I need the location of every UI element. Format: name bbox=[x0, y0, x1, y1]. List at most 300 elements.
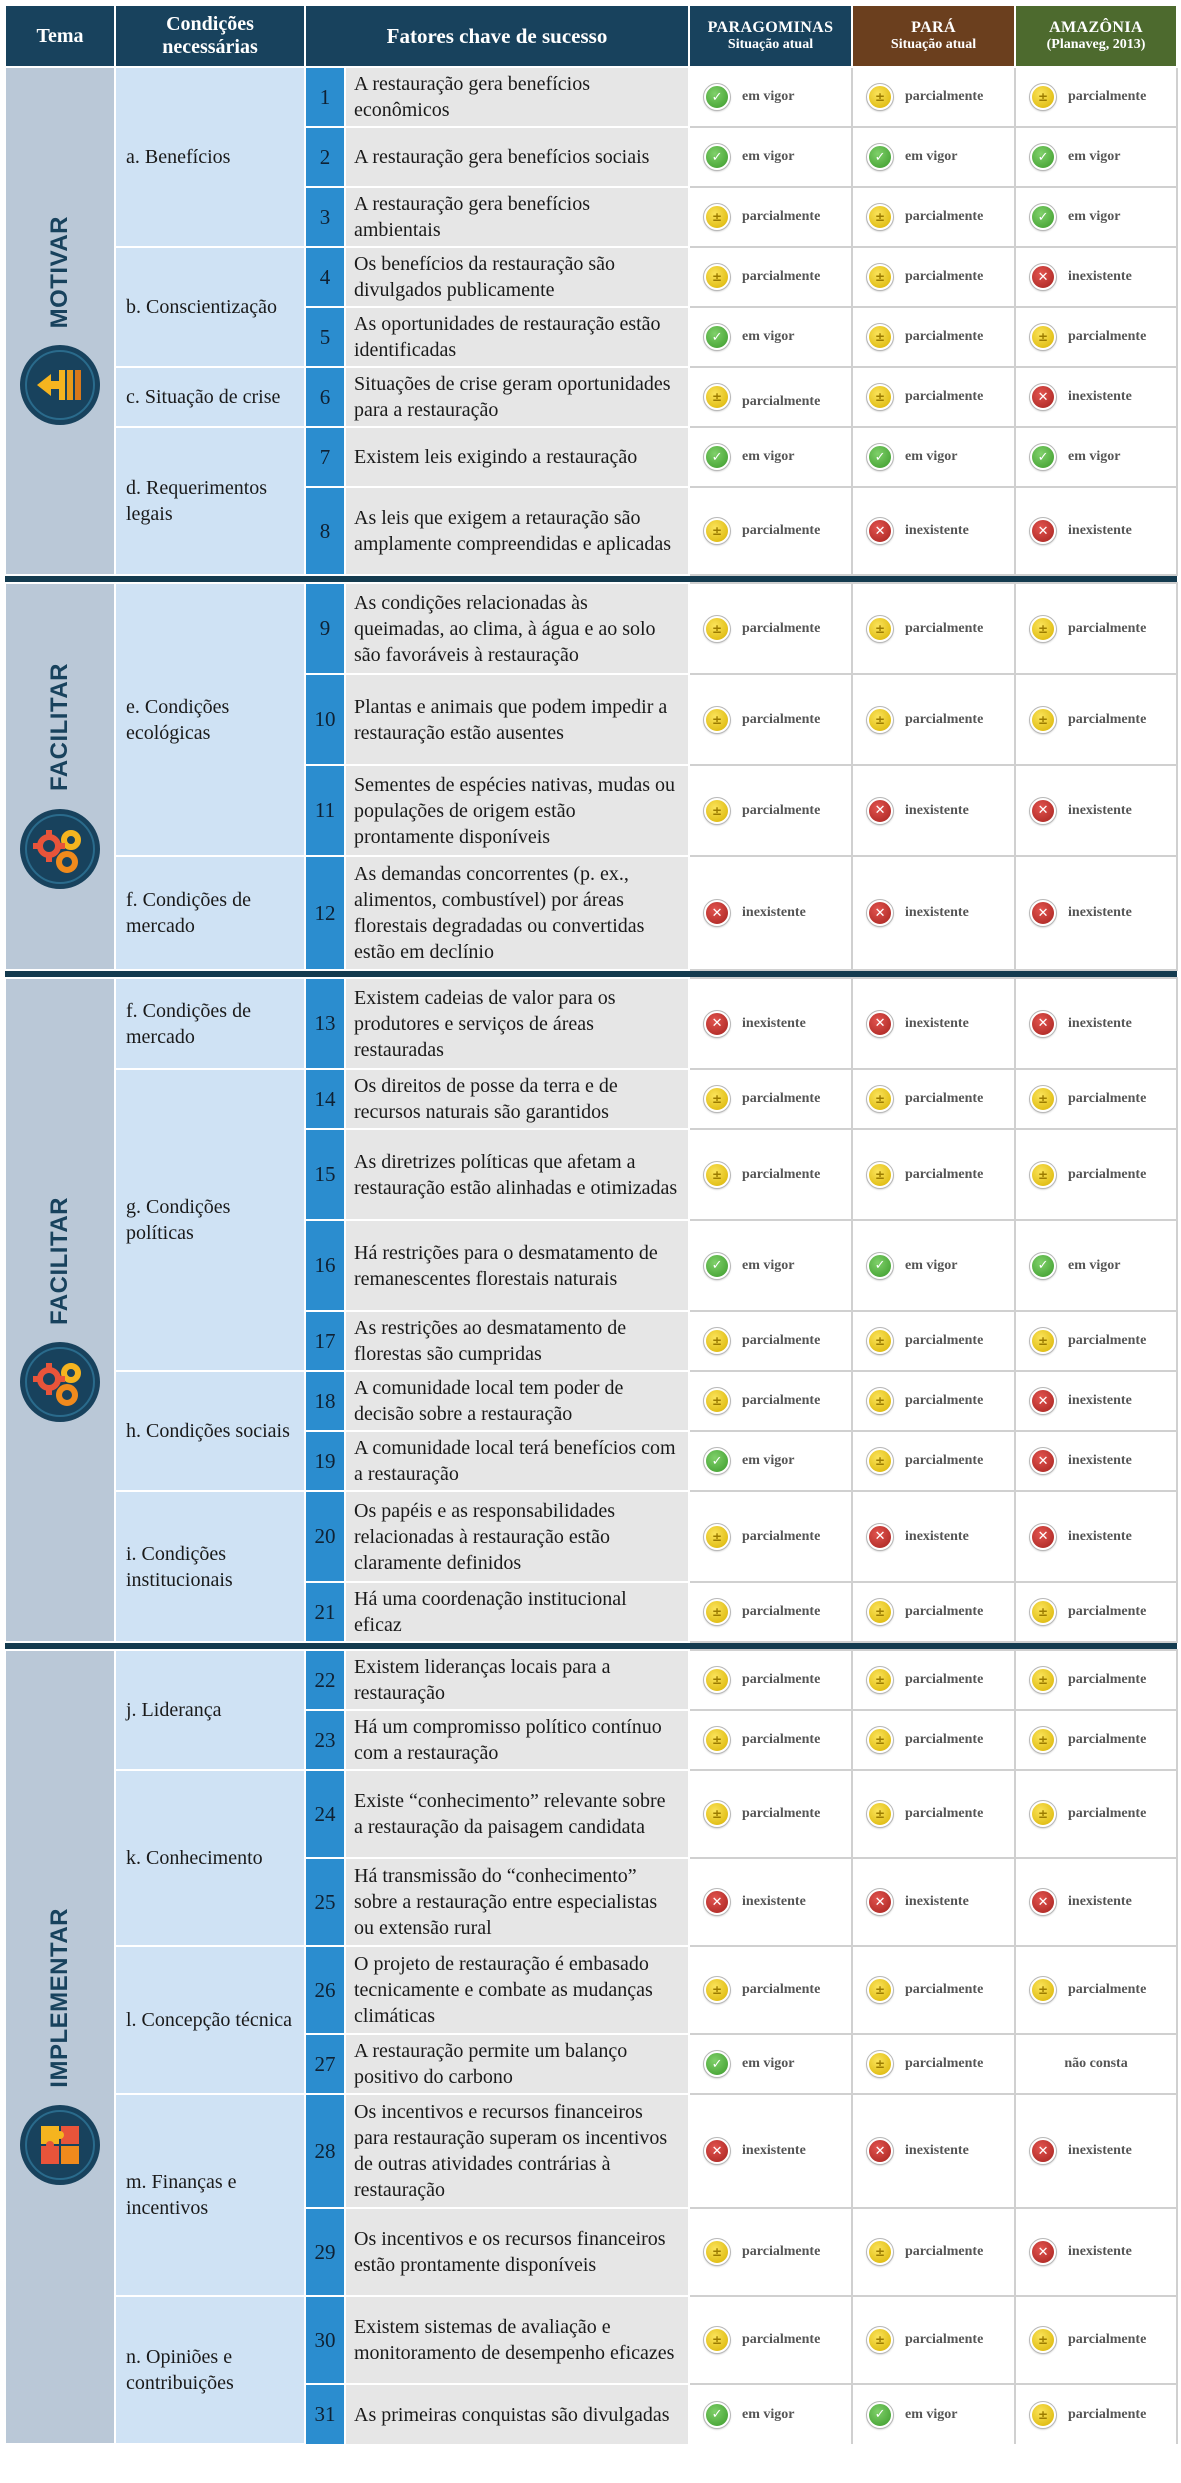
status-label: parcialmente bbox=[742, 1528, 821, 1544]
status-label: inexistente bbox=[1068, 1528, 1132, 1544]
status-label: em vigor bbox=[905, 2406, 958, 2422]
x-icon: ✕ bbox=[1030, 798, 1056, 824]
table-row bbox=[5, 427, 1177, 487]
status-cell-amazonia bbox=[1015, 487, 1177, 575]
plus-minus-icon: ± bbox=[867, 384, 893, 410]
factor-text: A restauração gera benefícios sociais bbox=[345, 127, 689, 187]
status-indicator bbox=[704, 1162, 851, 1188]
plus-minus-icon: ± bbox=[704, 1977, 730, 2003]
status-cell-paragominas bbox=[689, 2034, 852, 2094]
status-indicator bbox=[867, 1667, 1014, 1693]
status-cell-para bbox=[852, 1220, 1015, 1311]
section-divider bbox=[5, 970, 1177, 978]
status-label: em vigor bbox=[1068, 149, 1121, 164]
plus-minus-icon: ± bbox=[1030, 84, 1056, 110]
x-icon: ✕ bbox=[867, 798, 893, 824]
theme-cell-facilitar1 bbox=[5, 583, 115, 970]
status-cell-amazonia bbox=[1015, 583, 1177, 674]
status-indicator bbox=[867, 1388, 1014, 1414]
table-row bbox=[5, 2094, 1177, 2208]
status-indicator bbox=[867, 2051, 1014, 2077]
factor-text: Sementes de espécies nativas, mudas ou populações de origem estão prontamente disponíveis bbox=[345, 765, 689, 856]
status-indicator bbox=[867, 616, 1014, 642]
status-indicator bbox=[867, 1448, 1014, 1474]
status-cell-paragominas bbox=[689, 1069, 852, 1129]
status-cell-para bbox=[852, 1311, 1015, 1371]
factor-number: 4 bbox=[305, 247, 345, 307]
factor-number: 17 bbox=[305, 1311, 345, 1371]
plus-minus-icon: ± bbox=[1030, 616, 1056, 642]
factor-text: A comunidade local terá benefícios com a restauração bbox=[345, 1431, 689, 1491]
status-cell-paragominas bbox=[689, 1650, 852, 1710]
table-row bbox=[5, 67, 1177, 127]
factor-text: As diretrizes políticas que afetam a restauração estão alinhadas e otimizadas bbox=[345, 1129, 689, 1220]
check-icon: ✓ bbox=[867, 2402, 893, 2428]
factor-number: 19 bbox=[305, 1431, 345, 1491]
status-indicator bbox=[867, 384, 1014, 410]
plus-minus-icon: ± bbox=[704, 1599, 730, 1625]
check-icon: ✓ bbox=[867, 1253, 893, 1279]
status-cell-paragominas bbox=[689, 187, 852, 247]
status-label: inexistente bbox=[1068, 802, 1132, 818]
status-indicator bbox=[704, 900, 851, 926]
factor-text: Há um compromisso político contínuo com a restauração bbox=[345, 1710, 689, 1770]
status-cell-amazonia bbox=[1015, 1129, 1177, 1220]
factor-text: O projeto de restauração é embasado tecnicamente e combate as mudanças climáticas bbox=[345, 1946, 689, 2034]
factor-number: 1 bbox=[305, 67, 345, 127]
factor-number: 24 bbox=[305, 1770, 345, 1858]
status-indicator bbox=[1030, 707, 1176, 733]
table-row bbox=[5, 1491, 1177, 1582]
check-icon: ✓ bbox=[704, 2051, 730, 2077]
status-indicator bbox=[704, 204, 851, 230]
status-label: parcialmente bbox=[742, 1732, 821, 1747]
status-indicator bbox=[1030, 2402, 1176, 2428]
check-icon: ✓ bbox=[704, 144, 730, 170]
factor-text: As leis que exigem a retauração são amplamente compreendidas e aplicadas bbox=[345, 487, 689, 575]
status-cell-paragominas bbox=[689, 427, 852, 487]
status-label: em vigor bbox=[742, 149, 795, 164]
status-label: inexistente bbox=[905, 802, 969, 818]
status-cell-para bbox=[852, 187, 1015, 247]
plus-minus-icon: ± bbox=[1030, 1667, 1056, 1693]
status-indicator bbox=[867, 1011, 1014, 1037]
factor-number: 13 bbox=[305, 978, 345, 1069]
status-indicator bbox=[1030, 1599, 1176, 1625]
status-indicator bbox=[704, 1448, 851, 1474]
status-indicator bbox=[1030, 1253, 1176, 1279]
status-cell-amazonia bbox=[1015, 187, 1177, 247]
status-cell-para bbox=[852, 127, 1015, 187]
status-indicator bbox=[1030, 1086, 1176, 1112]
status-cell-paragominas bbox=[689, 1858, 852, 1946]
status-cell-para bbox=[852, 1946, 1015, 2034]
status-label: em vigor bbox=[905, 149, 958, 164]
status-label: parcialmente bbox=[905, 1453, 984, 1468]
status-cell-amazonia bbox=[1015, 1770, 1177, 1858]
status-indicator bbox=[867, 1086, 1014, 1112]
plus-minus-icon: ± bbox=[867, 84, 893, 110]
plus-minus-icon: ± bbox=[867, 1086, 893, 1112]
factor-text: Existem cadeias de valor para os produtores e serviços de áreas restauradas bbox=[345, 978, 689, 1069]
factor-text: Há uma coordenação institucional eficaz bbox=[345, 1582, 689, 1642]
status-label: parcialmente bbox=[905, 1333, 984, 1348]
condition-cell: m. Finanças e incentivos bbox=[115, 2094, 305, 2296]
status-label: parcialmente bbox=[905, 1672, 984, 1687]
header-tema: Tema bbox=[5, 5, 115, 67]
status-indicator bbox=[704, 444, 851, 470]
factor-text: Os direitos de posse da terra e de recursos naturais são garantidos bbox=[345, 1069, 689, 1129]
condition-cell: a. Benefícios bbox=[115, 67, 305, 247]
x-icon: ✕ bbox=[867, 1011, 893, 1037]
status-cell-para bbox=[852, 765, 1015, 856]
status-cell-para bbox=[852, 427, 1015, 487]
status-cell-paragominas bbox=[689, 856, 852, 970]
status-label: inexistente bbox=[905, 905, 969, 920]
status-cell-amazonia bbox=[1015, 2208, 1177, 2296]
x-icon: ✕ bbox=[704, 2138, 730, 2164]
status-indicator bbox=[704, 2239, 851, 2265]
status-indicator bbox=[1030, 1388, 1176, 1414]
status-label: parcialmente bbox=[742, 2332, 821, 2347]
status-label: inexistente bbox=[1068, 1453, 1132, 1468]
table-row bbox=[5, 856, 1177, 970]
status-indicator bbox=[704, 1667, 851, 1693]
table-row bbox=[5, 978, 1177, 1069]
x-icon: ✕ bbox=[1030, 384, 1056, 410]
status-indicator bbox=[867, 707, 1014, 733]
plus-minus-icon: ± bbox=[867, 1162, 893, 1188]
factor-number: 11 bbox=[305, 765, 345, 856]
status-indicator bbox=[867, 444, 1014, 470]
factor-text: A restauração permite um balanço positivo do carbono bbox=[345, 2034, 689, 2094]
status-indicator bbox=[704, 1889, 851, 1915]
status-label: parcialmente bbox=[905, 2244, 984, 2259]
status-cell-paragominas bbox=[689, 583, 852, 674]
status-label: em vigor bbox=[742, 1453, 795, 1468]
status-cell-para bbox=[852, 1491, 1015, 1582]
status-cell-amazonia bbox=[1015, 2094, 1177, 2208]
status-indicator bbox=[704, 1599, 851, 1625]
arrow-icon bbox=[19, 344, 101, 426]
header-fatores: Fatores chave de sucesso bbox=[305, 5, 689, 67]
factor-number: 23 bbox=[305, 1710, 345, 1770]
table-row bbox=[5, 1069, 1177, 1129]
plus-minus-icon: ± bbox=[867, 1801, 893, 1827]
status-cell-paragominas bbox=[689, 1491, 852, 1582]
table-row bbox=[5, 247, 1177, 307]
factor-number: 31 bbox=[305, 2384, 345, 2444]
condition-cell: i. Condições institucionais bbox=[115, 1491, 305, 1642]
plus-minus-icon: ± bbox=[704, 707, 730, 733]
table-row bbox=[5, 1650, 1177, 1710]
status-label: parcialmente bbox=[742, 2244, 821, 2259]
status-label: parcialmente bbox=[742, 1806, 821, 1821]
x-icon: ✕ bbox=[867, 900, 893, 926]
status-label: parcialmente bbox=[1068, 1091, 1147, 1106]
status-indicator bbox=[867, 264, 1014, 290]
header-condicoes: Condições necessárias bbox=[115, 5, 305, 67]
status-indicator bbox=[867, 1599, 1014, 1625]
status-label: em vigor bbox=[1068, 449, 1121, 464]
status-label: parcialmente bbox=[1068, 1806, 1147, 1821]
status-cell-amazonia bbox=[1015, 427, 1177, 487]
status-cell-amazonia bbox=[1015, 247, 1177, 307]
plus-minus-icon: ± bbox=[1030, 2327, 1056, 2353]
plus-minus-icon: ± bbox=[704, 1388, 730, 1414]
status-indicator bbox=[704, 1328, 851, 1354]
condition-cell: b. Conscientização bbox=[115, 247, 305, 367]
status-label: parcialmente bbox=[905, 1732, 984, 1747]
status-label: parcialmente bbox=[905, 711, 984, 727]
status-indicator bbox=[1030, 1524, 1176, 1550]
plus-minus-icon: ± bbox=[867, 1667, 893, 1693]
factor-text: Existem lideranças locais para a restauração bbox=[345, 1650, 689, 1710]
x-icon: ✕ bbox=[867, 518, 893, 544]
status-label: parcialmente bbox=[1068, 1604, 1147, 1619]
status-label: parcialmente bbox=[742, 394, 821, 409]
status-indicator bbox=[704, 518, 851, 544]
check-icon: ✓ bbox=[704, 1253, 730, 1279]
puzzle-icon bbox=[19, 2104, 101, 2186]
header-para-title: PARÁ bbox=[911, 18, 956, 36]
check-icon: ✓ bbox=[704, 324, 730, 350]
factor-number: 2 bbox=[305, 127, 345, 187]
table-row bbox=[5, 2296, 1177, 2384]
status-label: parcialmente bbox=[742, 1604, 821, 1619]
plus-minus-icon: ± bbox=[867, 1977, 893, 2003]
factor-text: Plantas e animais que podem impedir a restauração estão ausentes bbox=[345, 674, 689, 765]
factor-number: 9 bbox=[305, 583, 345, 674]
status-cell-amazonia bbox=[1015, 307, 1177, 367]
status-indicator bbox=[1030, 2138, 1176, 2164]
status-cell-amazonia bbox=[1015, 1946, 1177, 2034]
status-label: em vigor bbox=[905, 449, 958, 464]
plus-minus-icon: ± bbox=[1030, 1086, 1056, 1112]
status-label: parcialmente bbox=[1068, 329, 1147, 344]
factor-text: Há restrições para o desmatamento de remanescentes florestais naturais bbox=[345, 1220, 689, 1311]
table-row bbox=[5, 367, 1177, 427]
factor-number: 6 bbox=[305, 367, 345, 427]
x-icon: ✕ bbox=[1030, 1889, 1056, 1915]
header-para bbox=[852, 5, 1015, 67]
factor-text: Há transmissão do “conhecimento” sobre a restauração entre especialistas ou extensão rural bbox=[345, 1858, 689, 1946]
status-label: parcialmente bbox=[905, 1604, 984, 1619]
check-icon: ✓ bbox=[1030, 144, 1056, 170]
factor-number: 16 bbox=[305, 1220, 345, 1311]
x-icon: ✕ bbox=[1030, 2239, 1056, 2265]
status-cell-para bbox=[852, 2094, 1015, 2208]
factor-number: 10 bbox=[305, 674, 345, 765]
status-cell-paragominas bbox=[689, 1129, 852, 1220]
status-label: parcialmente bbox=[1068, 620, 1147, 636]
condition-cell: k. Conhecimento bbox=[115, 1770, 305, 1946]
plus-minus-icon: ± bbox=[867, 204, 893, 230]
status-indicator bbox=[1030, 1448, 1176, 1474]
status-indicator bbox=[1030, 444, 1176, 470]
status-cell-para bbox=[852, 2296, 1015, 2384]
status-indicator bbox=[867, 2138, 1014, 2164]
status-cell-amazonia bbox=[1015, 127, 1177, 187]
status-indicator bbox=[1030, 1011, 1176, 1037]
status-label: parcialmente bbox=[1068, 1982, 1147, 1997]
status-cell-amazonia bbox=[1015, 1491, 1177, 1582]
status-cell-amazonia bbox=[1015, 1311, 1177, 1371]
status-cell-para bbox=[852, 2384, 1015, 2444]
plus-minus-icon: ± bbox=[867, 616, 893, 642]
status-label: parcialmente bbox=[1068, 711, 1147, 727]
x-icon: ✕ bbox=[1030, 900, 1056, 926]
check-icon: ✓ bbox=[704, 84, 730, 110]
status-label: inexistente bbox=[1068, 523, 1132, 538]
status-indicator bbox=[867, 2402, 1014, 2428]
status-label: em vigor bbox=[742, 2056, 795, 2071]
status-label: inexistente bbox=[905, 2143, 969, 2158]
plus-minus-icon: ± bbox=[704, 204, 730, 230]
status-label: parcialmente bbox=[1068, 1672, 1147, 1687]
status-cell-para bbox=[852, 1069, 1015, 1129]
status-label: parcialmente bbox=[905, 389, 984, 404]
factor-number: 27 bbox=[305, 2034, 345, 2094]
status-indicator bbox=[1030, 384, 1176, 410]
status-label: parcialmente bbox=[742, 1672, 821, 1687]
theme-label: IMPLEMENTAR bbox=[46, 1908, 73, 2088]
status-indicator bbox=[867, 1801, 1014, 1827]
check-icon: ✓ bbox=[1030, 204, 1056, 230]
status-indicator bbox=[867, 2327, 1014, 2353]
plus-minus-icon: ± bbox=[704, 1727, 730, 1753]
status-cell-amazonia bbox=[1015, 1371, 1177, 1431]
status-indicator bbox=[1030, 1667, 1176, 1693]
status-label: parcialmente bbox=[1068, 1732, 1147, 1747]
status-label: parcialmente bbox=[742, 620, 821, 636]
status-label: inexistente bbox=[1068, 2244, 1132, 2259]
plus-minus-icon: ± bbox=[704, 616, 730, 642]
status-label: inexistente bbox=[1068, 269, 1132, 284]
status-cell-para bbox=[852, 1710, 1015, 1770]
status-cell-para bbox=[852, 1650, 1015, 1710]
status-indicator bbox=[704, 1977, 851, 2003]
factor-text: Situações de crise geram oportunidades para a restauração bbox=[345, 367, 689, 427]
status-indicator bbox=[1030, 1889, 1176, 1915]
factor-text: Os papéis e as responsabilidades relacionadas à restauração estão claramente definidos bbox=[345, 1491, 689, 1582]
header-amazonia bbox=[1015, 5, 1177, 67]
status-cell-amazonia bbox=[1015, 1431, 1177, 1491]
status-cell-paragominas bbox=[689, 1770, 852, 1858]
status-indicator bbox=[867, 900, 1014, 926]
header-paragominas bbox=[689, 5, 852, 67]
status-cell-para bbox=[852, 1858, 1015, 1946]
check-icon: ✓ bbox=[867, 144, 893, 170]
status-label: parcialmente bbox=[742, 802, 821, 818]
status-indicator bbox=[1030, 1801, 1176, 1827]
theme-cell-motivar bbox=[5, 67, 115, 575]
status-label: em vigor bbox=[1068, 209, 1121, 224]
status-cell-amazonia bbox=[1015, 67, 1177, 127]
status-indicator bbox=[704, 2051, 851, 2077]
factor-number: 14 bbox=[305, 1069, 345, 1129]
status-label: parcialmente bbox=[905, 329, 984, 344]
plus-minus-icon: ± bbox=[867, 1599, 893, 1625]
status-label: em vigor bbox=[742, 89, 795, 104]
status-label: parcialmente bbox=[905, 89, 984, 104]
status-cell-amazonia bbox=[1015, 856, 1177, 970]
x-icon: ✕ bbox=[867, 1524, 893, 1550]
factor-number: 7 bbox=[305, 427, 345, 487]
check-icon: ✓ bbox=[704, 444, 730, 470]
status-cell-para bbox=[852, 1431, 1015, 1491]
status-cell-para bbox=[852, 1770, 1015, 1858]
factor-number: 5 bbox=[305, 307, 345, 367]
status-cell-paragominas bbox=[689, 127, 852, 187]
header-row bbox=[5, 5, 1177, 67]
status-cell-para bbox=[852, 583, 1015, 674]
status-label: inexistente bbox=[1068, 1894, 1132, 1909]
theme-label: FACILITAR bbox=[46, 1196, 73, 1326]
section-divider-bar bbox=[5, 970, 1177, 978]
status-cell-para bbox=[852, 2208, 1015, 2296]
status-label: parcialmente bbox=[905, 1393, 984, 1408]
status-label: em vigor bbox=[742, 449, 795, 464]
x-icon: ✕ bbox=[704, 900, 730, 926]
factor-number: 22 bbox=[305, 1650, 345, 1710]
status-indicator bbox=[1030, 900, 1176, 926]
status-label: parcialmente bbox=[905, 1091, 984, 1106]
status-cell-amazonia bbox=[1015, 2034, 1177, 2094]
status-cell-amazonia bbox=[1015, 2384, 1177, 2444]
status-label: em vigor bbox=[742, 329, 795, 344]
x-icon: ✕ bbox=[704, 1889, 730, 1915]
status-cell-amazonia bbox=[1015, 2296, 1177, 2384]
check-icon: ✓ bbox=[1030, 1253, 1056, 1279]
table-row bbox=[5, 1946, 1177, 2034]
status-label: parcialmente bbox=[905, 2332, 984, 2347]
status-label: parcialmente bbox=[742, 523, 821, 538]
status-indicator bbox=[867, 144, 1014, 170]
header-paragominas-title: PARAGOMINAS bbox=[707, 18, 834, 36]
status-indicator bbox=[1030, 204, 1176, 230]
factor-text: Os incentivos e recursos financeiros para restauração superam os incentivos de outras atividades contrárias à restauração bbox=[345, 2094, 689, 2208]
status-indicator bbox=[704, 798, 851, 824]
status-indicator bbox=[867, 1977, 1014, 2003]
status-indicator bbox=[704, 1086, 851, 1112]
factor-text: As demandas concorrentes (p. ex., alimentos, combustível) por áreas florestais degradadas ou convertidas estão em declínio bbox=[345, 856, 689, 970]
status-indicator bbox=[704, 2138, 851, 2164]
plus-minus-icon: ± bbox=[867, 1388, 893, 1414]
factor-number: 21 bbox=[305, 1582, 345, 1642]
status-indicator bbox=[867, 1889, 1014, 1915]
header-paragominas-subtitle: Situação atual bbox=[727, 37, 814, 53]
status-cell-paragominas bbox=[689, 67, 852, 127]
plus-minus-icon: ± bbox=[867, 1328, 893, 1354]
table-row bbox=[5, 1371, 1177, 1431]
x-icon: ✕ bbox=[1030, 518, 1056, 544]
status-indicator bbox=[704, 384, 851, 410]
plus-minus-icon: ± bbox=[1030, 1801, 1056, 1827]
status-label: inexistente bbox=[905, 523, 969, 538]
condition-cell: g. Condições políticas bbox=[115, 1069, 305, 1371]
x-icon: ✕ bbox=[1030, 2138, 1056, 2164]
status-label: parcialmente bbox=[905, 209, 984, 224]
status-indicator bbox=[704, 1388, 851, 1414]
status-label: inexistente bbox=[742, 2143, 806, 2158]
status-label: em vigor bbox=[742, 2406, 795, 2422]
check-icon: ✓ bbox=[867, 444, 893, 470]
status-indicator bbox=[1030, 1727, 1176, 1753]
status-label: parcialmente bbox=[905, 620, 984, 636]
status-cell-para bbox=[852, 1129, 1015, 1220]
factor-text: Os incentivos e os recursos financeiros estão prontamente disponíveis bbox=[345, 2208, 689, 2296]
